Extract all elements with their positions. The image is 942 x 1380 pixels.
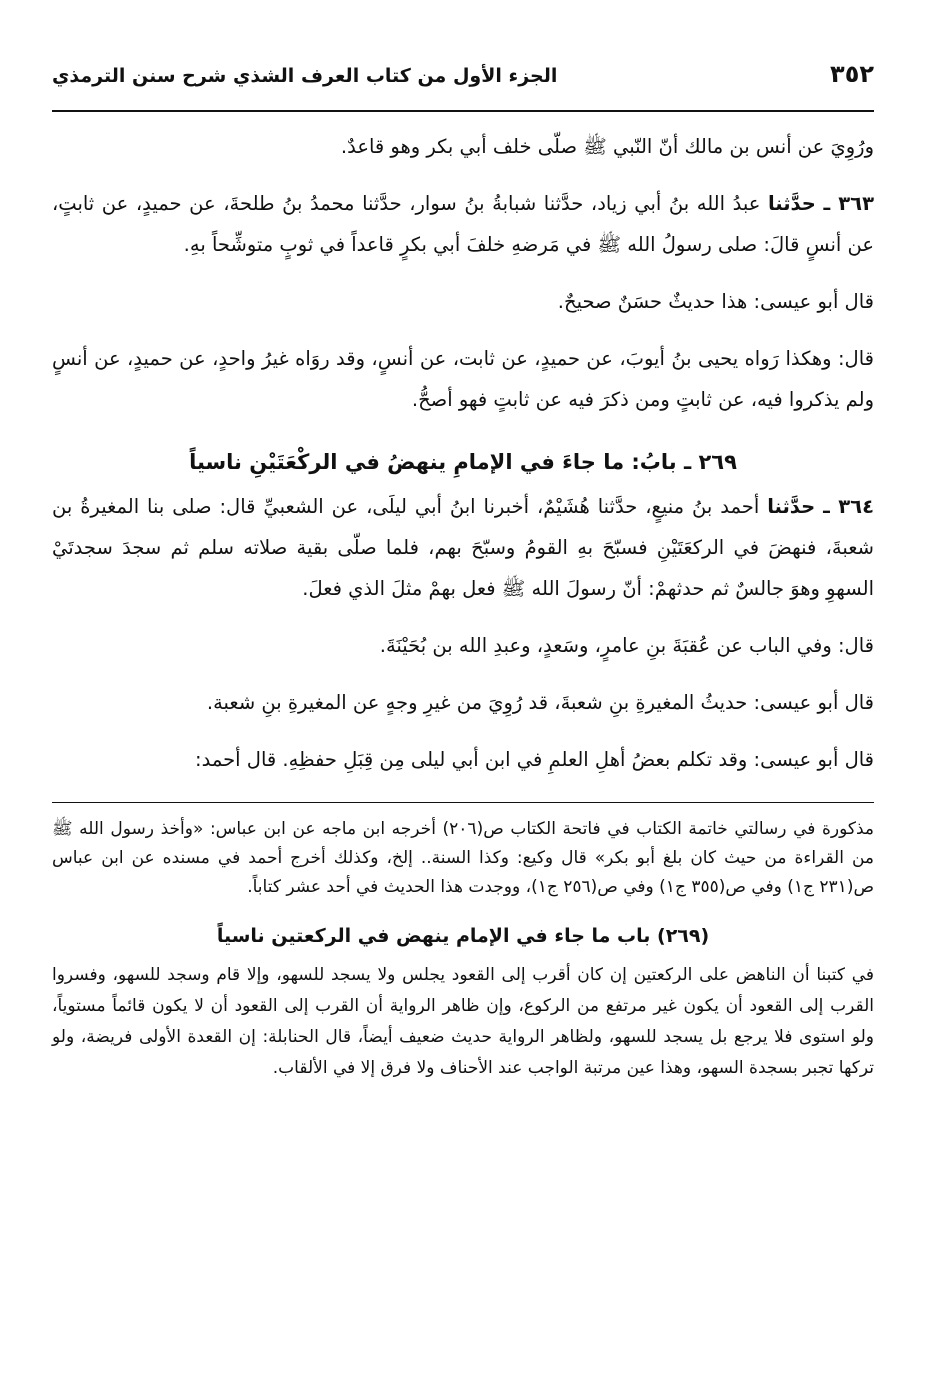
abu-isa-grading: قال أبو عيسى: هذا حديثٌ حسَنٌ صحيحٌ. (557, 290, 874, 313)
abu-isa-note-mughira: قال أبو عيسى: حديثُ المغيرةِ بنِ شعبةَ، قد رُوِيَ من غيرِ وجهٍ عن المغيرةِ بنِ شعبة. (206, 691, 874, 714)
commentary (52, 960, 874, 1084)
running-header (52, 60, 874, 112)
hadith-number: ٣٦٤ ـ (823, 495, 874, 518)
book-page (52, 60, 874, 1084)
book-title: الجزء الأول من كتاب العرف الشذي شرح سنن الترمذي (52, 65, 558, 87)
hadith-363 (52, 183, 874, 265)
narration-note: قال: وهكذا رَواه يحيى بنُ أيوبَ، عن حميدٍ، عن ثابت، عن أنسٍ، وقد روَاه غيرُ واحدٍ، عن حميدٍ، عن أنسٍ ولم يذكروا فيه، عن ثابتٍ ومن ذكرَ فيه عن ثابتٍ فهو أصحُّ. (52, 347, 874, 411)
hadith-lead: حدَّثنا (767, 192, 816, 215)
page-number: ٣٥٢ (830, 60, 874, 88)
chapter-title: ٢٦٩ ـ بابُ: ما جاءَ في الإمامِ ينهضُ في الركْعَتَيْنِ ناسياً (189, 450, 737, 474)
footnote-divider (52, 802, 874, 803)
fil-bab-note: قال: وفي الباب عن عُقبَةَ بنِ عامرٍ، وسَعدٍ، وعبدِ الله بن بُحَيْنَةَ. (379, 634, 874, 657)
hadith-text: عبدُ الله بنُ أبي زياد، حدَّثنا شبابةُ بنُ سوار، حدَّثنا محمدُ بنُ طلحةَ، عن حميدٍ، عن ثابتٍ، عن أنسٍ قالَ: صلى رسولُ الله ﷺ في مَرضهِ خلفَ أبي بكرٍ قاعداً في ثوبٍ متوشِّحاً بهِ. (52, 192, 874, 256)
riwaya-paragraph: ورُوِيَ عن أنس بن مالك أنّ النّبي ﷺ صلّى خلف أبي بكر وهو قاعدٌ. (340, 135, 874, 158)
main-text (52, 126, 874, 780)
commentary-paragraph: في كتبنا أن الناهض على الركعتين إن كان أقرب إلى القعود يجلس ولا يسجد للسهو، وإلا قام وسجد للسهو، وفسروا القرب إلى القعود أن يكون غير مرتفع من الركوع، وإن ظاهر الرواية أن القرب إلى القعود أن لا يكون قائماً مستوياً، ولو استوى فلا يرجع بل يسجد للسهو، ولظاهر الرواية حديث ضعيف أيضاً، قال الحنابلة: إن القعدة الأولى فريضة، ولو تركها تجبر بسجدة السهو، وهذا عين مرتبة الواجب عند الأحناف ولا فرق إلا في الألقاب. (52, 965, 874, 1078)
hadith-number: ٣٦٣ ـ (823, 192, 874, 215)
footnote-paragraph: مذكورة في رسالتي خاتمة الكتاب في فاتحة الكتاب ص(٢٠٦) أخرجه ابن ماجه عن ابن عباس: «وأخذ رسول الله ﷺ من القراءة من حيث كان بلغ أبو بكر» قال وكيع: وكذا السنة.. إلخ، وكذلك أخرج أحمد في مسنده عن ابن عباس ص(٢٣١ ج١) وفي ص(٣٥٥ ج١) وفي ص(٢٥٦ ج١)، ووجدت هذا الحديث في أحد عشر كتاباً. (52, 819, 874, 897)
commentary-title: (٢٦٩) باب ما جاء في الإمام ينهض في الركعتين ناسياً (216, 925, 710, 947)
hadith-364 (52, 486, 874, 609)
footnote (52, 815, 874, 902)
abu-isa-note-ibn-abi-layla: قال أبو عيسى: وقد تكلم بعضُ أهلِ العلمِ في ابن أبي ليلى مِن قِبَلِ حفظِهِ. قال أحمد: (195, 748, 874, 771)
hadith-text: أحمد بنُ منيعٍ، حدَّثنا هُشَيْمٌ، أخبرنا ابنُ أبي ليلَى، عن الشعبيِّ قال: صلى بنا المغيرةُ بن شعبةَ، فنهضَ في الركعَتَيْنِ فسبّحَ بهِ القومُ وسبّحَ بهم، فلما صلّى بقية صلاته سلم ثم سجدَ سجدتَيْ السهوِ وهوَ جالسٌ ثم حدثهمْ: أنّ رسولَ الله ﷺ فعل بهمْ مثلَ الذي فعلَ. (52, 495, 874, 600)
hadith-lead: حدَّثنا (767, 495, 816, 518)
